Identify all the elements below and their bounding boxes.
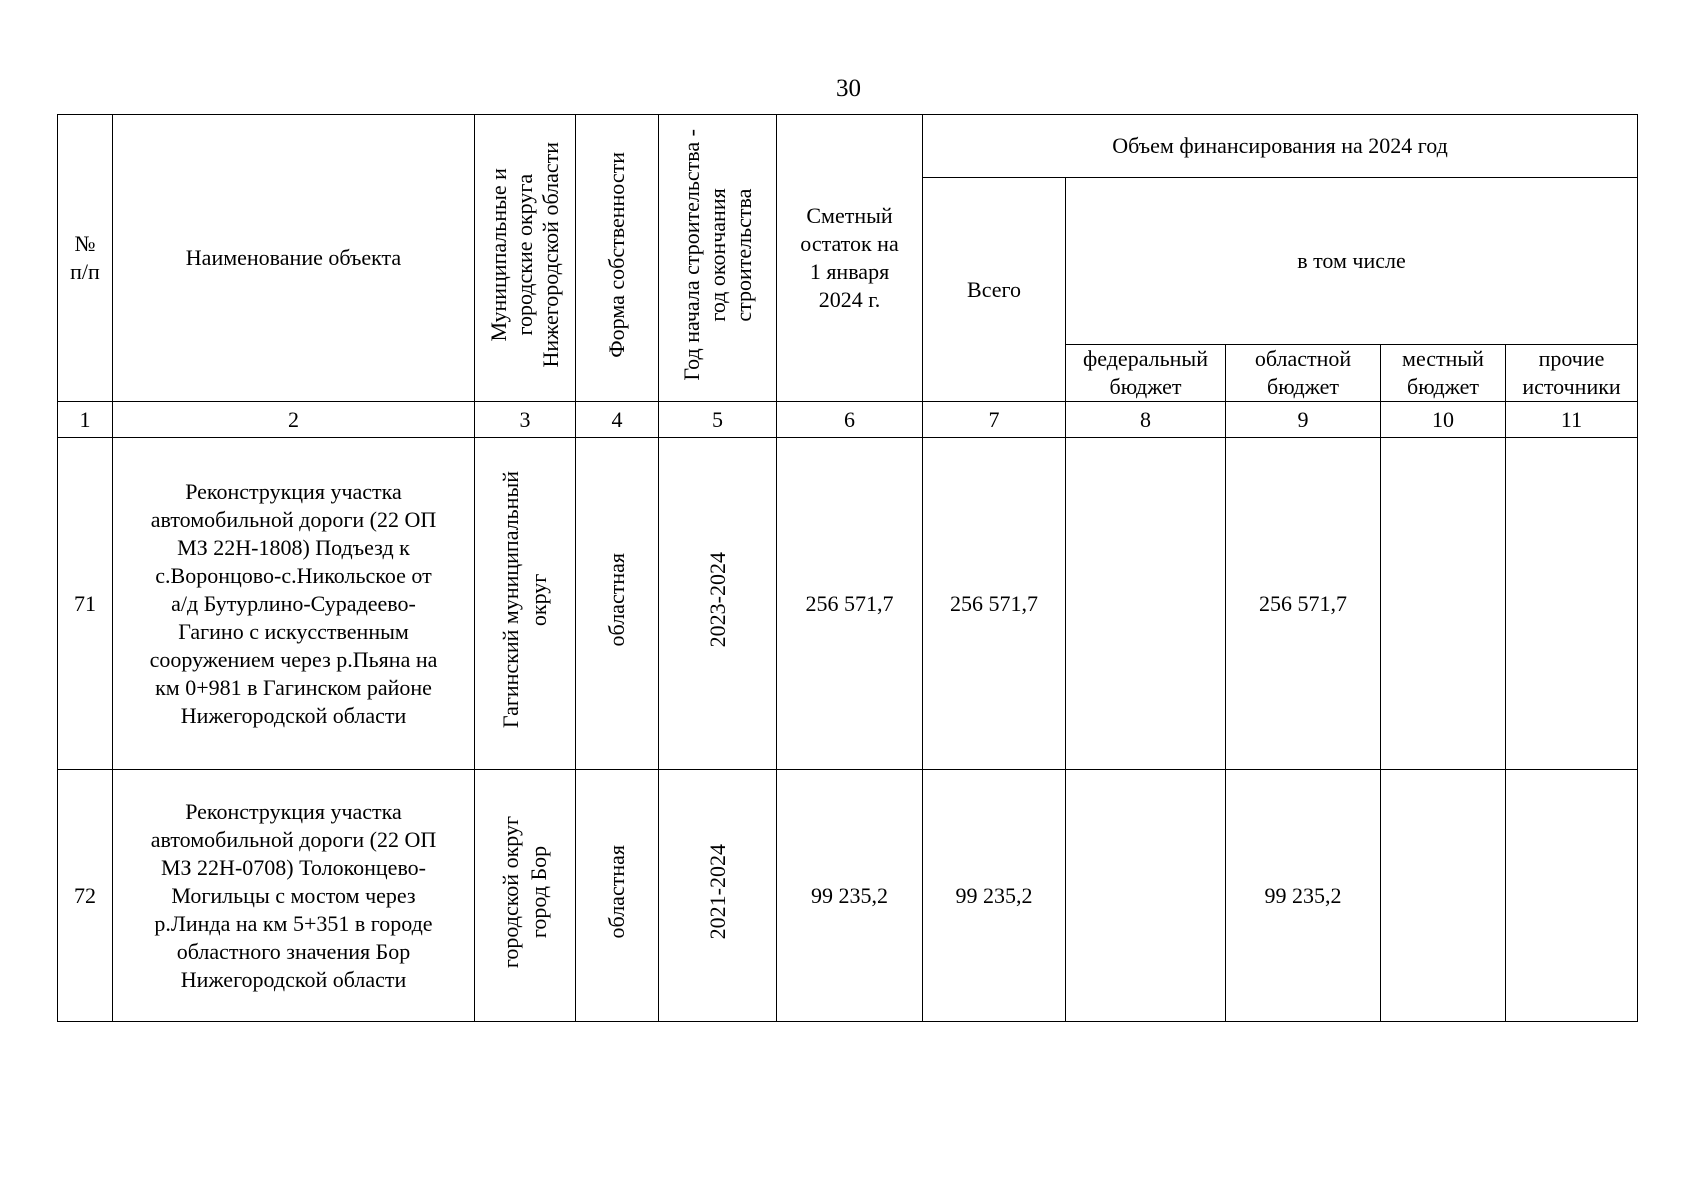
column-number: 3: [475, 402, 576, 438]
row-total: 256 571,7: [923, 438, 1066, 770]
row-local: [1381, 438, 1506, 770]
row-estimate: 99 235,2: [777, 770, 923, 1022]
row-years: 2023-2024: [659, 438, 777, 770]
row-other: [1506, 770, 1638, 1022]
column-number: 4: [576, 402, 659, 438]
column-number: 6: [777, 402, 923, 438]
column-number: 2: [113, 402, 475, 438]
header-regional: областной бюджет: [1226, 345, 1381, 402]
row-ownership: областная: [576, 438, 659, 770]
row-estimate: 256 571,7: [777, 438, 923, 770]
column-number: 1: [58, 402, 113, 438]
row-federal: [1066, 770, 1226, 1022]
object-name: Реконструкция участка автомобильной дороги (22 ОП МЗ 22Н-0708) Толоконцево- Могильцы с мостом через р.Линда на км 5+351 в городе областного значения Бор Нижегородской области: [113, 770, 475, 1022]
row-municipality: городской округ город Бор: [475, 770, 576, 1022]
header-ownership: Форма собственности: [576, 115, 659, 402]
table-row: [58, 770, 1638, 1022]
header-federal: федеральный бюджет: [1066, 345, 1226, 402]
header-total: Всего: [923, 178, 1066, 402]
column-number: 9: [1226, 402, 1381, 438]
object-name: Реконструкция участка автомобильной дороги (22 ОП МЗ 22Н-1808) Подъезд к с.Воронцово-с.Никольское от а/д Бутурлино-Сурадеево- Гагино с искусственным сооружением через р.Пьяна на км 0+981 в Гагинском районе Нижегородской области: [113, 438, 475, 770]
column-number: 5: [659, 402, 777, 438]
header-funding-group: Объем финансирования на 2024 год: [923, 115, 1638, 178]
row-municipality: Гагинский муниципальный округ: [475, 438, 576, 770]
row-regional: 256 571,7: [1226, 438, 1381, 770]
header-municipality: Муниципальные и городские округа Нижегородской области: [475, 115, 576, 402]
row-local: [1381, 770, 1506, 1022]
column-number: 10: [1381, 402, 1506, 438]
row-number: 71: [58, 438, 113, 770]
row-regional: 99 235,2: [1226, 770, 1381, 1022]
header-years: Год начала строительства - год окончания строительства: [659, 115, 777, 402]
page-number: 30: [836, 75, 861, 102]
column-number-row: [58, 402, 1638, 438]
row-years: 2021-2024: [659, 770, 777, 1022]
header-name: Наименование объекта: [113, 115, 475, 402]
header-estimate: Сметный остаток на 1 января 2024 г.: [777, 115, 923, 402]
column-number: 8: [1066, 402, 1226, 438]
column-number: 11: [1506, 402, 1638, 438]
row-ownership: областная: [576, 770, 659, 1022]
row-number: 72: [58, 770, 113, 1022]
column-number: 7: [923, 402, 1066, 438]
header-no: № п/п: [58, 115, 113, 402]
header-local: местный бюджет: [1381, 345, 1506, 402]
row-total: 99 235,2: [923, 770, 1066, 1022]
financing-table: [57, 114, 1638, 1022]
row-other: [1506, 438, 1638, 770]
header-including: в том числе: [1066, 178, 1638, 345]
table-row: [58, 438, 1638, 770]
row-federal: [1066, 438, 1226, 770]
header-other: прочие источники: [1506, 345, 1638, 402]
header-row-1: [58, 115, 1638, 178]
